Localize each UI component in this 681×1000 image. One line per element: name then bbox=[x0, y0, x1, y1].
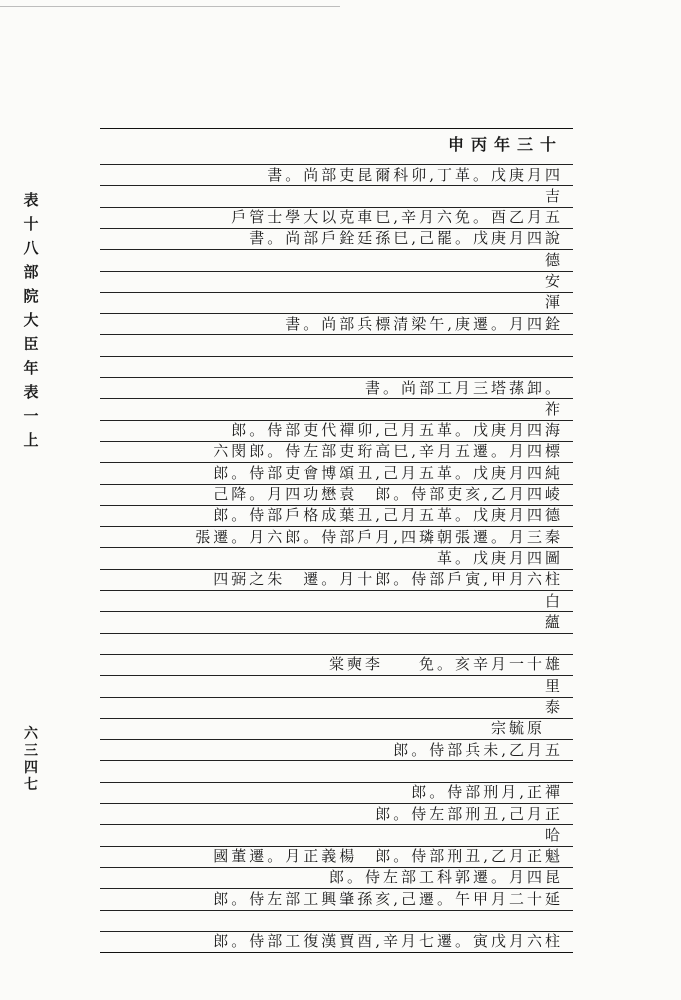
year-header: 申丙年三十 bbox=[447, 135, 563, 154]
row-rule bbox=[100, 249, 573, 250]
table-row: 己降。月四功懋袁 郎。侍部吏亥,乙月四崚 bbox=[213, 485, 563, 503]
table-row: 祚 bbox=[544, 399, 563, 418]
row-rule bbox=[100, 292, 573, 293]
row-rule bbox=[100, 675, 573, 676]
table-row: 白 bbox=[544, 591, 563, 610]
side-title: 表十八 部院大臣年表一上 bbox=[23, 191, 54, 449]
top-edge-rule bbox=[0, 6, 340, 7]
table-row: 里 bbox=[544, 676, 563, 695]
table-row: 四弼之朱 遷。月十郎。侍部戶寅,甲月六柱 bbox=[213, 570, 563, 589]
table-top-rule bbox=[100, 128, 573, 129]
table-row: 書。尚部戶銓廷孫巳,己罷。戊庚月四說 bbox=[249, 229, 563, 248]
row-rule bbox=[100, 910, 573, 911]
table-row: 書。尚部吏昆爾科卯,丁革。戊庚月四 bbox=[267, 165, 563, 184]
table-row: 郎。侍左部工興肇孫亥,己遷。午甲月二十延 bbox=[213, 889, 563, 908]
table-row: 郎。侍部兵未,乙月五 bbox=[393, 740, 563, 759]
table-row: 郎。侍部工復漢賈酉,辛月七遷。寅戊月六柱 bbox=[213, 932, 563, 951]
row-rule bbox=[100, 271, 573, 272]
table-row: 郎。侍部吏會博頌丑,己月五革。戊庚月四純 bbox=[213, 463, 563, 482]
table-row: 宗毓原 bbox=[490, 719, 563, 738]
row-rule bbox=[100, 952, 573, 953]
table-row: 書。尚部兵標清梁午,庚遷。月四銓 bbox=[285, 314, 563, 333]
table-row: 哈 bbox=[544, 825, 563, 844]
page-number: 六三四七 bbox=[24, 726, 38, 793]
table-row: 吉 bbox=[544, 186, 563, 205]
row-rule bbox=[100, 611, 573, 612]
row-rule bbox=[100, 633, 573, 634]
row-rule bbox=[100, 356, 573, 357]
row-rule bbox=[100, 697, 573, 698]
table-row: 郎。侍部戶格成葉丑,己月五革。戊庚月四德 bbox=[213, 506, 563, 525]
table-row: 郎。侍左部工科郭遷。月四昆 bbox=[328, 868, 563, 887]
row-rule bbox=[100, 760, 573, 761]
table-row: 郎。侍左部刑丑,己月正 bbox=[375, 804, 563, 823]
table-row: 六閔郎。侍左部吏珩高巳,辛月五遷。月四標 bbox=[213, 442, 563, 461]
table-row: 郎。侍部刑月,正禪 bbox=[411, 783, 563, 802]
table-row: 安 bbox=[544, 272, 563, 290]
table-row: 戶管士學大以克車巳,辛月六免。酉乙月五 bbox=[231, 208, 563, 227]
table-row: 德 bbox=[544, 250, 563, 269]
table-row: 張遷。月六郎。侍部戶月,四璘朝張遷。月三秦 bbox=[195, 527, 563, 546]
row-rule bbox=[100, 185, 573, 186]
table-row: 國董遷。月正義楊 郎。侍部刑丑,乙月正魁 bbox=[213, 847, 563, 866]
row-rule bbox=[100, 824, 573, 825]
table-row: 書。尚部工月三塔蓀卸。 bbox=[364, 378, 563, 397]
row-rule bbox=[100, 398, 573, 399]
table-row: 革。戊庚月四圖 bbox=[436, 548, 563, 567]
table-row: 郎。侍部吏代禪卯,己月五革。戊庚月四海 bbox=[231, 421, 563, 440]
row-rule bbox=[100, 334, 573, 335]
table-row: 棠奭李 免。亥辛月一十雄 bbox=[328, 655, 563, 674]
table-row: 泰 bbox=[544, 698, 563, 716]
table-row: 渾 bbox=[544, 293, 563, 312]
table-row: 蘊 bbox=[544, 612, 563, 631]
row-rule bbox=[100, 590, 573, 591]
